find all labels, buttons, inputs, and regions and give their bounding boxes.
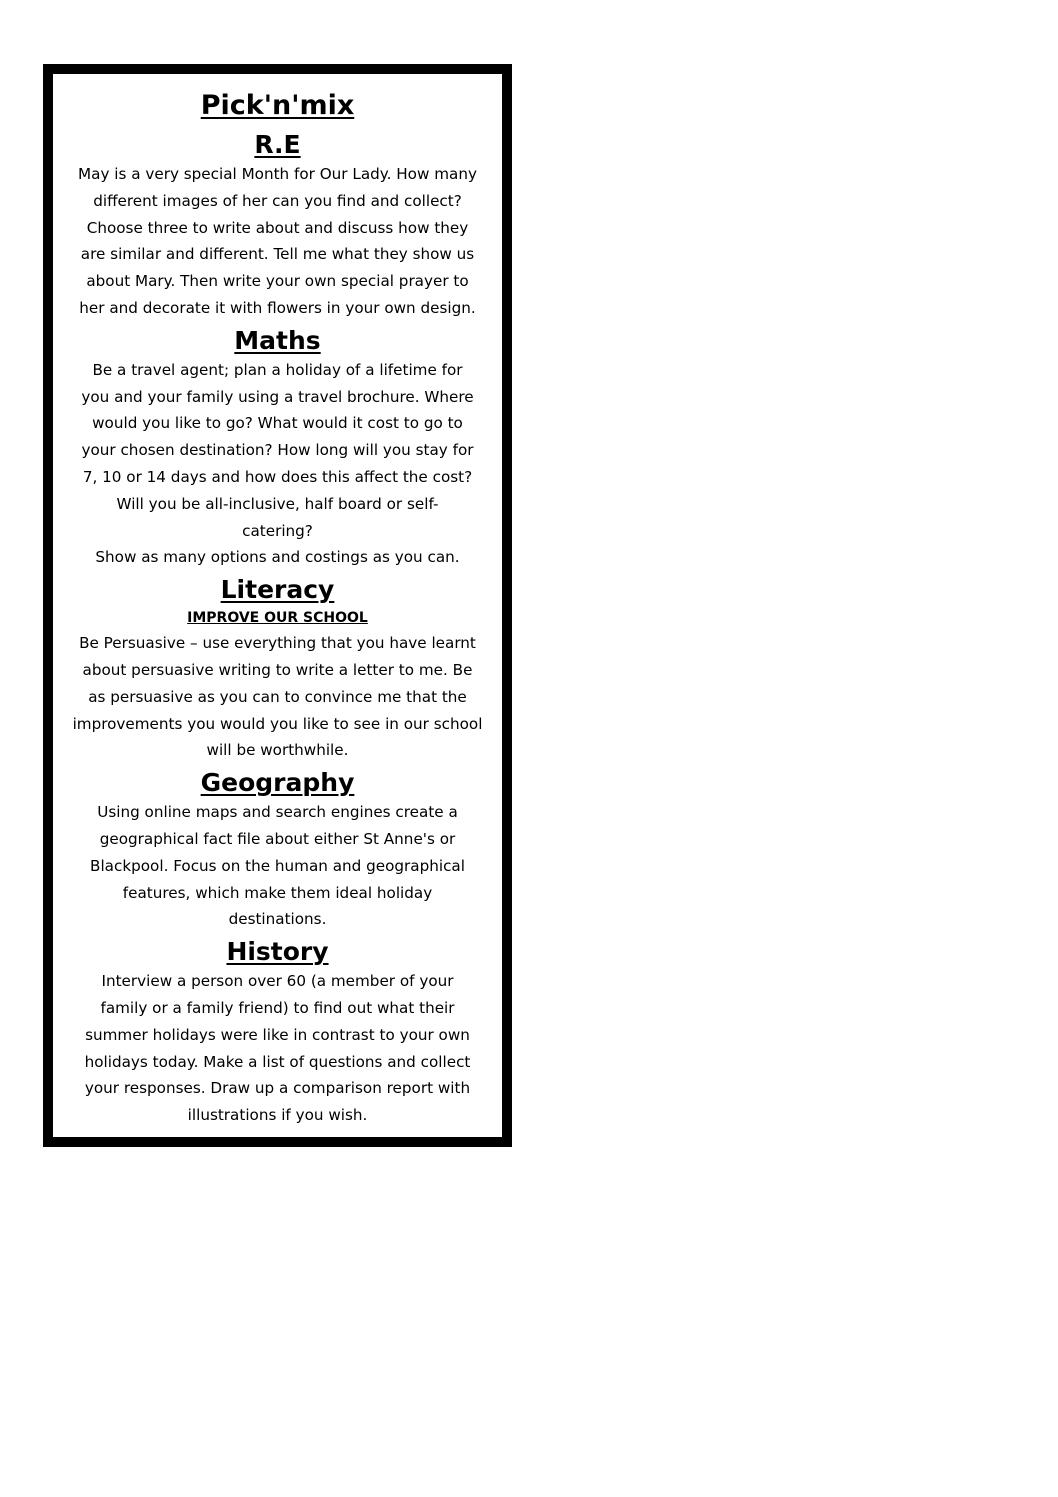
section-re [53, 128, 502, 322]
section-literacy [53, 573, 502, 764]
section-subheading-literacy: IMPROVE OUR SCHOOL [187, 610, 368, 627]
section-body-re: May is a very special Month for Our Lady. How many different images of her can you find and collect? Choose three to write about and discuss how they are similar and different. Tell me what they show us about Mary. Then write your own special prayer to her and decorate it with flowers in your own design. [78, 165, 477, 317]
section-body-maths: Be a travel agent; plan a holiday of a lifetime for you and your family using a travel brochure. Where would you like to go? What would it cost to go to your chosen destination? How long will you stay for 7, 10 or 14 days and how does this affect the cost? Will you be all-inclusive, half board or self- catering? Show as many options and costings as you can. [81, 360, 474, 567]
section-heading-maths: Maths [234, 325, 321, 355]
section-maths [53, 324, 502, 571]
section-heading-history: History [226, 937, 329, 967]
section-body-geography: Using online maps and search engines create a geographical fact file about either St Anne's or Blackpool. Focus on the human and geographical features, which make them ideal holiday destinations. [90, 803, 465, 929]
pick-n-mix-panel [43, 64, 512, 1147]
section-geography [53, 766, 502, 933]
section-heading-re: R.E [254, 130, 301, 159]
panel-content [52, 73, 503, 1138]
section-heading-literacy: Literacy [220, 575, 335, 605]
section-body-history: Interview a person over 60 (a member of your family or a family friend) to find out what their summer holidays were like in contrast to your own holidays today. Make a list of questions and collect your responses. Draw up a comparison report with illustrations if you wish. [84, 972, 471, 1125]
section-body-literacy: Be Persuasive – use everything that you have learnt about persuasive writing to write a letter to me. Be as persuasive as you can to convince me that the improvements you would you like to see in our school will be worthwhile. [72, 634, 483, 760]
section-history [53, 935, 502, 1129]
section-heading-geography: Geography [200, 768, 355, 798]
page-title: Pick'n'mix [200, 90, 355, 121]
